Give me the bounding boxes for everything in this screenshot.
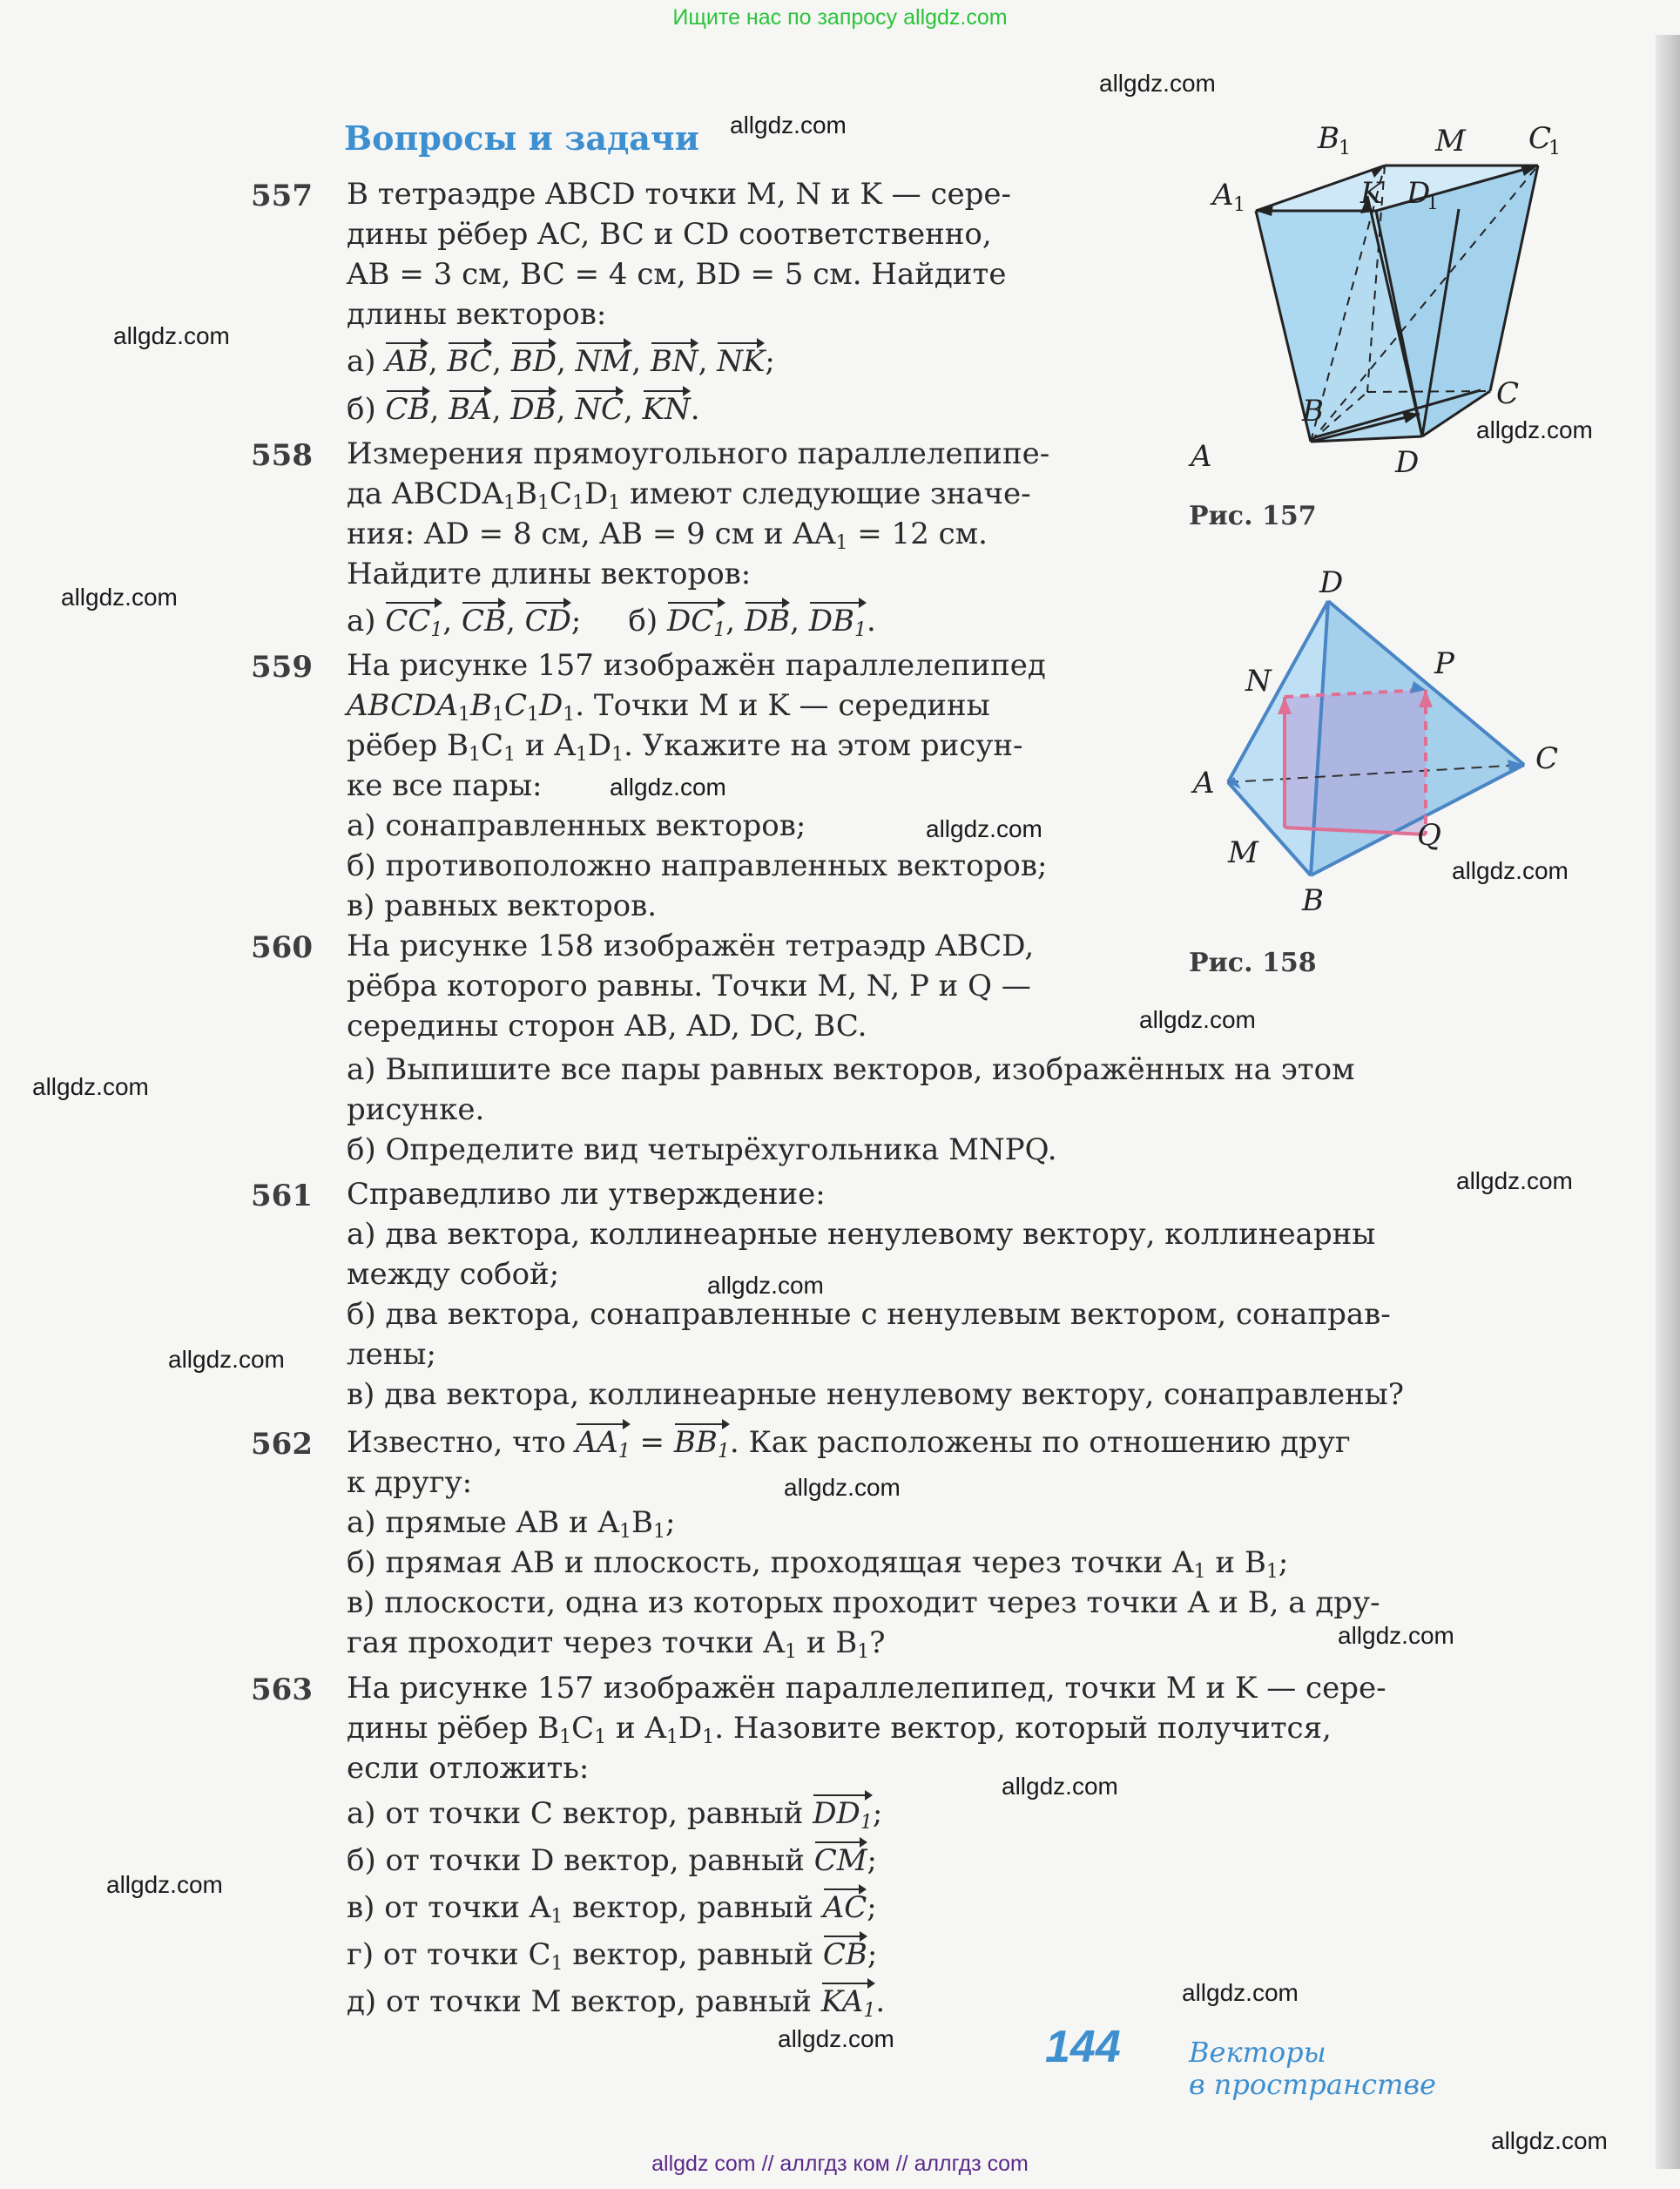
- problem-number: 561: [251, 1179, 313, 1213]
- watermark: allgdz.com: [1452, 857, 1569, 884]
- problem-text: дины рёбер AC, BC и CD соответственно,: [347, 217, 992, 252]
- figure-label: C: [1535, 741, 1559, 776]
- problem-number: 558: [251, 438, 313, 473]
- problem-item: между собой;: [347, 1257, 560, 1292]
- problem-text: рёбер $B_1C_1$ и $A_1D_1$. Укажите на этом рисун-: [347, 728, 1023, 766]
- svg-text:1: 1: [1339, 138, 1351, 159]
- problem-item: а) сонаправленных векторов;: [347, 808, 806, 843]
- problem-text: На рисунке 157 изображён параллелепипед, точки M и K — сере-: [347, 1671, 1387, 1706]
- vector: AB: [385, 344, 428, 379]
- problem-item: а) от точки C вектор, равный $DD_1$;: [347, 1796, 883, 1834]
- problem-text: ния: AD = 8 см, AB = 9 см и $AA_1 = 12$ см.: [347, 517, 988, 554]
- promo-banner-bottom[interactable]: allgdz com // аллгдз ком // аллгдз com: [651, 2152, 1029, 2176]
- problem-text: ке все пары:: [347, 768, 543, 803]
- problem-text: На рисунке 158 изображён тетраэдр ABCD,: [347, 929, 1035, 963]
- problem-item: б) от точки D вектор, равный CM;: [347, 1843, 878, 1878]
- problem-item: б) два вектора, сонаправленные с ненулевым вектором, сонаправ-: [347, 1297, 1391, 1332]
- figure-label: B: [1318, 121, 1339, 156]
- problem-text: если отложить:: [347, 1751, 590, 1786]
- problem-text: длины векторов:: [347, 297, 607, 332]
- vector: BC: [447, 344, 493, 379]
- watermark: allgdz.com: [106, 1871, 223, 1898]
- problem-text: середины сторон AB, AD, DC, BC.: [347, 1009, 867, 1044]
- problem-number: 563: [251, 1672, 313, 1707]
- watermark: allgdz.com: [1338, 1622, 1454, 1649]
- watermark: allgdz.com: [168, 1346, 285, 1373]
- vector: BN: [650, 344, 698, 379]
- watermark: allgdz.com: [926, 815, 1042, 842]
- svg-text:1: 1: [1233, 194, 1245, 216]
- figure-label: B: [1302, 394, 1324, 429]
- problem-text: да $ABCDA_1B_1C_1D_1$ имеют следующие значе-: [347, 476, 1031, 514]
- problem-number: 562: [251, 1427, 313, 1462]
- figure-label: A: [1191, 439, 1212, 474]
- svg-text:1: 1: [1427, 193, 1439, 214]
- figure-label: A: [1212, 178, 1234, 213]
- problem-item: лены;: [347, 1337, 436, 1372]
- watermark: allgdz.com: [707, 1272, 824, 1299]
- problem-item: а) Выпишите все пары равных векторов, изображённых на этом: [347, 1052, 1355, 1087]
- figure-label: A: [1193, 766, 1215, 801]
- scan-edge: [1656, 35, 1680, 2169]
- figure-caption: Рис. 158: [1189, 948, 1317, 978]
- problem-text: Измерения прямоугольного параллелепипе-: [347, 436, 1050, 471]
- problem-text: $ABCDA_1B_1C_1D_1$. Точки M и K — середины: [347, 688, 990, 726]
- problem-number: 557: [251, 179, 313, 213]
- watermark: allgdz.com: [113, 322, 230, 349]
- watermark: allgdz.com: [61, 584, 178, 611]
- vector: KN: [642, 392, 691, 427]
- figure-label: D: [1395, 445, 1420, 480]
- watermark: allgdz.com: [1476, 416, 1593, 443]
- vector: DB: [510, 392, 557, 427]
- watermark: allgdz.com: [778, 2025, 894, 2052]
- watermark: allgdz.com: [32, 1073, 149, 1100]
- figure-158-tetrahedron: [1189, 565, 1559, 918]
- figure-label: K: [1360, 176, 1383, 211]
- figure-157-parallelepiped: [1193, 113, 1602, 488]
- figure-label: C: [1496, 376, 1520, 411]
- watermark: allgdz.com: [1491, 2127, 1608, 2154]
- problem-item: в) от точки $A_1$ вектор, равный AC;: [347, 1890, 877, 1928]
- problem-item: в) плоскости, одна из которых проходит через точки A и B, а дру-: [347, 1585, 1380, 1620]
- watermark: allgdz.com: [610, 774, 726, 801]
- watermark: allgdz.com: [1139, 1006, 1256, 1033]
- figure-label: N: [1245, 664, 1272, 699]
- problem-item: гая проходит через точки $A_1$ и $B_1$?: [347, 1625, 886, 1663]
- vector: NC: [575, 392, 624, 427]
- promo-banner-top[interactable]: Ищите нас по запросу allgdz.com: [672, 5, 1008, 30]
- figure-label: P: [1434, 646, 1454, 681]
- problem-item: г) от точки $C_1$ вектор, равный CB;: [347, 1937, 878, 1975]
- problem-text: AB = 3 см, BC = 4 см, BD = 5 см. Найдите: [347, 257, 1007, 292]
- vector: BD: [510, 344, 557, 379]
- problem-item: б) Определите вид четырёхугольника MNPQ.: [347, 1132, 1057, 1167]
- figure-label: M: [1435, 124, 1466, 159]
- vector-list: б) CB, BA, DB, NC, KN.: [347, 392, 700, 427]
- problem-text: Найдите длины векторов:: [347, 557, 752, 591]
- problem-number: 560: [251, 930, 313, 965]
- problem-item: б) прямая AB и плоскость, проходящая через точки $A_1$ и $B_1$;: [347, 1545, 1289, 1583]
- watermark: allgdz.com: [730, 111, 847, 139]
- problem-item: рисунке.: [347, 1092, 485, 1127]
- figure-label: D: [1407, 176, 1431, 211]
- vector-list: а) AB, BC, BD, NM, BN, NK;: [347, 344, 775, 379]
- problem-item: а) два вектора, коллинеарные ненулевому вектору, коллинеарны: [347, 1217, 1376, 1252]
- watermark: allgdz.com: [1456, 1167, 1573, 1194]
- figure-label: Q: [1417, 818, 1441, 853]
- figure-label: M: [1228, 835, 1258, 870]
- problem-text: В тетраэдре ABCD точки M, N и K — сере-: [347, 177, 1011, 212]
- watermark: allgdz.com: [1182, 1979, 1299, 2006]
- watermark: allgdz.com: [784, 1474, 901, 1501]
- problem-item: в) два вектора, коллинеарные ненулевому вектору, сонаправлены?: [347, 1377, 1405, 1412]
- svg-text:1: 1: [1548, 138, 1561, 159]
- problem-text: Известно, что $AA_1 = BB_1$. Как расположены по отношению друг: [347, 1425, 1351, 1463]
- problem-text: к другу:: [347, 1465, 473, 1500]
- problem-item: д) от точки M вектор, равный $KA_1$.: [347, 1984, 886, 2022]
- vector: BA: [449, 392, 492, 427]
- figure-label: C: [1528, 121, 1552, 156]
- figure-label: D: [1319, 565, 1344, 600]
- vector-list: а) $CC_1$, CB, CD; б) $DC_1$, DB, $DB_1$.: [347, 604, 876, 641]
- page-number: 144: [1045, 2022, 1121, 2072]
- item-label: а): [347, 344, 376, 379]
- item-label: б): [347, 392, 376, 427]
- problem-item: в) равных векторов.: [347, 888, 658, 923]
- figure-caption: Рис. 157: [1189, 501, 1317, 531]
- problem-text: дины рёбер $B_1C_1$ и $A_1D_1$. Назовите вектор, который получится,: [347, 1711, 1332, 1748]
- watermark: allgdz.com: [1099, 70, 1216, 97]
- problem-text: рёбра которого равны. Точки M, N, P и Q —: [347, 969, 1031, 1003]
- problem-item: а) прямые AB и $A_1B_1$;: [347, 1505, 676, 1543]
- problem-number: 559: [251, 650, 313, 685]
- problem-text: На рисунке 157 изображён параллелепипед: [347, 648, 1046, 683]
- vector: NK: [717, 344, 766, 379]
- problem-item: б) противоположно направленных векторов;: [347, 848, 1048, 883]
- section-heading: Вопросы и задачи: [344, 118, 699, 158]
- vector: CB: [385, 392, 430, 427]
- watermark: allgdz.com: [1002, 1773, 1118, 1800]
- figure-label: B: [1302, 883, 1324, 918]
- running-title: Векторы в пространстве: [1189, 2036, 1436, 2101]
- vector: NM: [575, 344, 632, 379]
- problem-text: Справедливо ли утверждение:: [347, 1177, 826, 1212]
